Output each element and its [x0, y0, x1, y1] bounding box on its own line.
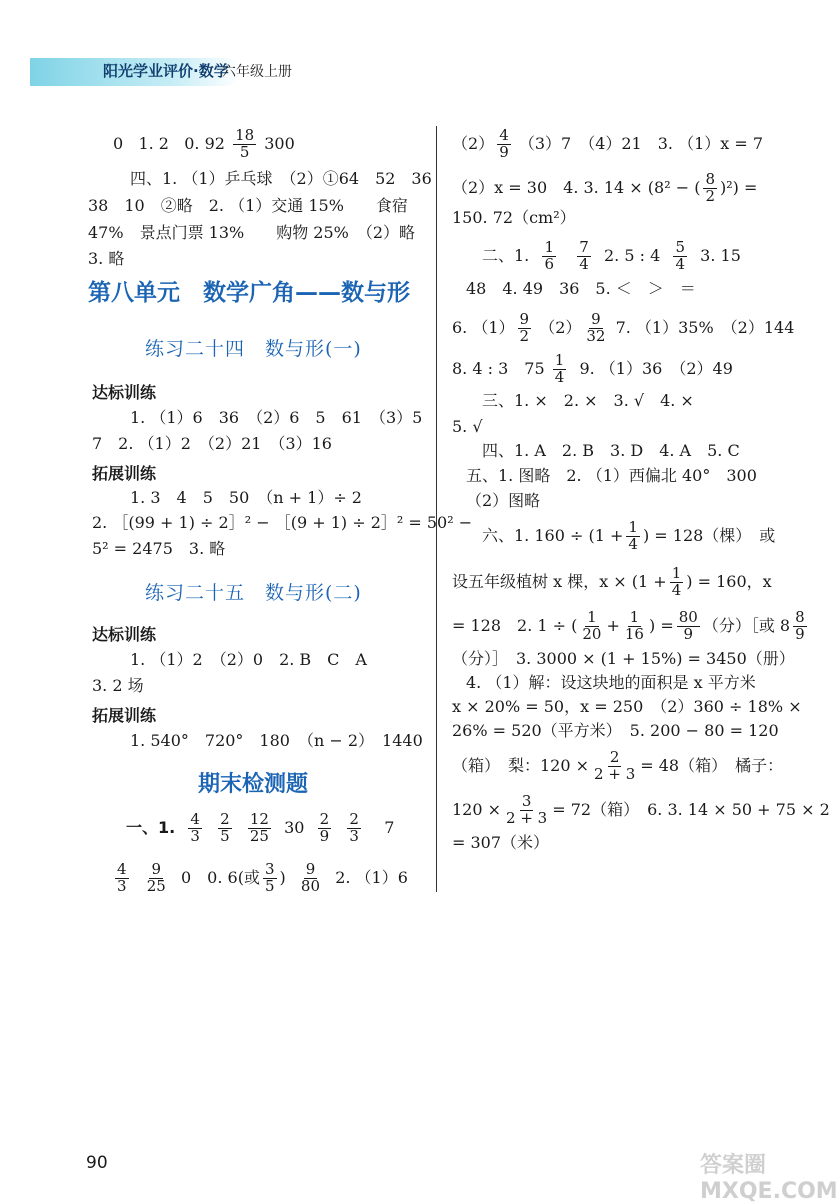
unit-title: 第八单元 数学广角——数与形	[88, 280, 410, 306]
fraction: $\frac{8}{9}$	[795, 608, 805, 643]
answer-line: = 307（米）	[452, 833, 550, 852]
fraction: $\frac{1}{4}$	[554, 351, 565, 386]
column-divider	[436, 126, 437, 892]
answer-line: 8. 4 : 3 75 $\frac{1}{4}$ 9. （1）36 （2）49	[452, 351, 733, 386]
answer-line: = 128 2. 1 ÷ ( $\frac{1}{20}$ + $\frac{1}{16}$ ) = $\frac{80}{9}$ （分）［或 8 $\frac{8}{9}$	[452, 608, 805, 643]
section-label: 拓展训练	[92, 706, 157, 725]
book-series-title: 阳光学业评价·数学	[103, 62, 229, 80]
fraction: $\frac{9}{2}$	[519, 310, 530, 345]
fraction: $\frac{9}{32}$	[586, 310, 606, 345]
fraction: $\frac{5}{4}$	[675, 238, 685, 273]
answer-line: 7 2. （1）2 （2）21 （3）16	[92, 434, 332, 453]
fraction: $\frac{4}{3}$	[190, 810, 200, 845]
fraction: $\frac{1}{20}$	[582, 608, 602, 643]
answer-line: 1. （1）2 （2）0 2. B C A	[130, 650, 367, 669]
answer-line: （2）图略	[466, 491, 541, 510]
fraction: $\frac{8}{2}$	[705, 170, 715, 205]
answer-line: （分）］ 3. 3000 × (1 + 15%) = 3450（册）	[452, 649, 795, 668]
answer-line: 26% = 520（平方米） 5. 200 − 80 = 120	[452, 721, 779, 740]
answer-line: 3. 2 场	[92, 676, 144, 695]
answer-line: 1. 540° 720° 180 （n − 2） 1440	[130, 731, 423, 750]
fraction: $\frac{12}{25}$	[249, 810, 269, 845]
fraction: $\frac{3}{5}$	[264, 860, 275, 895]
fraction: $\frac{3}{2 + 3}$	[506, 792, 548, 827]
page-number: 90	[86, 1153, 108, 1173]
fraction: $\frac{1}{4}$	[628, 518, 638, 553]
answer-line: 四、1. （1）乒乓球 （2）①64 52 36	[130, 169, 432, 188]
answer-line: （2）x = 30 4. 3. 14 × (8² − ( $\frac{8}{2}$ )²) =	[452, 170, 758, 205]
exam-title: 期末检测题	[198, 772, 309, 797]
answer-line: 150. 72（cm²）	[452, 208, 576, 227]
answer-line: 4. （1）解：设这块地的面积是 x 平方米	[466, 673, 756, 692]
section-label: 达标训练	[92, 625, 157, 644]
answer-line: 设五年级植树 x 棵，x × (1 + $\frac{1}{4}$ ) = 160，x	[452, 564, 772, 599]
fraction: $\frac{9}{80}$	[300, 860, 321, 895]
fraction: $\frac{2}{2 + 3}$	[594, 748, 636, 783]
answer-line: 六、1. 160 ÷ (1 + $\frac{1}{4}$ ) = 128（棵） 或	[482, 518, 776, 553]
answer-line: 38 10 ②略 2. （1）交通 15% 食宿	[88, 196, 408, 215]
answer-line: 3. 略	[88, 249, 125, 268]
answer-line: 120 × $\frac{3}{2 + 3}$ = 72（箱） 6. 3. 14 × 50 + 75 × 2	[452, 792, 830, 827]
answer-line: 2. ［(99 + 1) ÷ 2］² − ［(9 + 1) ÷ 2］² = 50² −	[92, 513, 473, 532]
fraction: $\frac{4}{9}$	[499, 126, 509, 161]
answer-line: 1. 3 4 5 50 （n + 1）÷ 2	[130, 488, 362, 507]
answer-line: 四、1. A 2. B 3. D 4. A 5. C	[482, 441, 740, 460]
fraction: $\frac{9}{25}$	[146, 860, 166, 895]
answer-line: 48 4. 49 36 5. ＜ ＞ ＝	[466, 279, 696, 298]
answer-line: 5. √	[452, 417, 483, 436]
answer-line: 五、1. 图略 2. （1）西偏北 40° 300	[466, 466, 757, 485]
answer-line: （2） $\frac{4}{9}$ （3）7 （4）21 3. （1）x = 7	[452, 126, 764, 161]
answer-line: 6. （1） $\frac{9}{2}$ （2） $\frac{9}{32}$ 7. （1）35% （2）144	[452, 310, 795, 345]
book-grade: 六年级上册	[222, 64, 292, 80]
fraction: $\frac{2}{9}$	[319, 810, 330, 845]
fraction: $\frac{18}{5}$	[235, 126, 255, 161]
answer-line: （箱） 梨：120 × $\frac{2}{2 + 3}$ = 48（箱） 橘子：	[452, 748, 784, 783]
section-label: 拓展训练	[92, 464, 157, 483]
answer-line: 0 1. 2 0. 92 $\frac{18}{5}$ 300	[113, 126, 295, 161]
fraction: $\frac{1}{16}$	[624, 608, 644, 643]
fraction: $\frac{4}{3}$	[117, 860, 127, 895]
exercise-title: 练习二十四 数与形(一)	[145, 338, 362, 360]
fraction: $\frac{2}{3}$	[349, 810, 359, 845]
section-label: 达标训练	[92, 383, 157, 402]
answer-line: 47% 景点门票 13% 购物 25% （2）略	[88, 223, 416, 242]
fraction: $\frac{7}{4}$	[579, 238, 589, 273]
answer-line: 1. （1）6 36 （2）6 5 61 （3）5	[130, 408, 423, 427]
watermark-logo: 答案圈 MXQE.COM	[700, 1153, 838, 1204]
answer-line: 一、1. $\frac{4}{3}$ $\frac{2}{5}$ $\frac{12}{25}$ 30 $\frac{2}{9}$ $\frac{2}{3}$ 7	[126, 810, 395, 845]
answer-line: 三、1. × 2. × 3. √ 4. ×	[482, 391, 694, 410]
fraction: $\frac{80}{9}$	[678, 608, 698, 643]
answer-line: $\frac{4}{3}$ $\frac{9}{25}$ 0 0. 6(或 $\frac{3}{5}$ ) $\frac{9}{80}$ 2. （1）6	[117, 860, 408, 895]
fraction: $\frac{1}{6}$	[544, 238, 554, 273]
answer-line: x × 20% = 50，x = 250 （2）360 ÷ 18% ×	[452, 697, 802, 716]
answer-line: 二、1. $\frac{1}{6}$ $\frac{7}{4}$ 2. 5 : 4 $\frac{5}{4}$ 3. 15	[482, 238, 741, 273]
fraction: $\frac{2}{5}$	[220, 810, 230, 845]
exercise-title: 练习二十五 数与形(二)	[145, 582, 362, 604]
fraction: $\frac{1}{4}$	[671, 564, 682, 599]
answer-line: 5² = 2475 3. 略	[92, 539, 226, 558]
